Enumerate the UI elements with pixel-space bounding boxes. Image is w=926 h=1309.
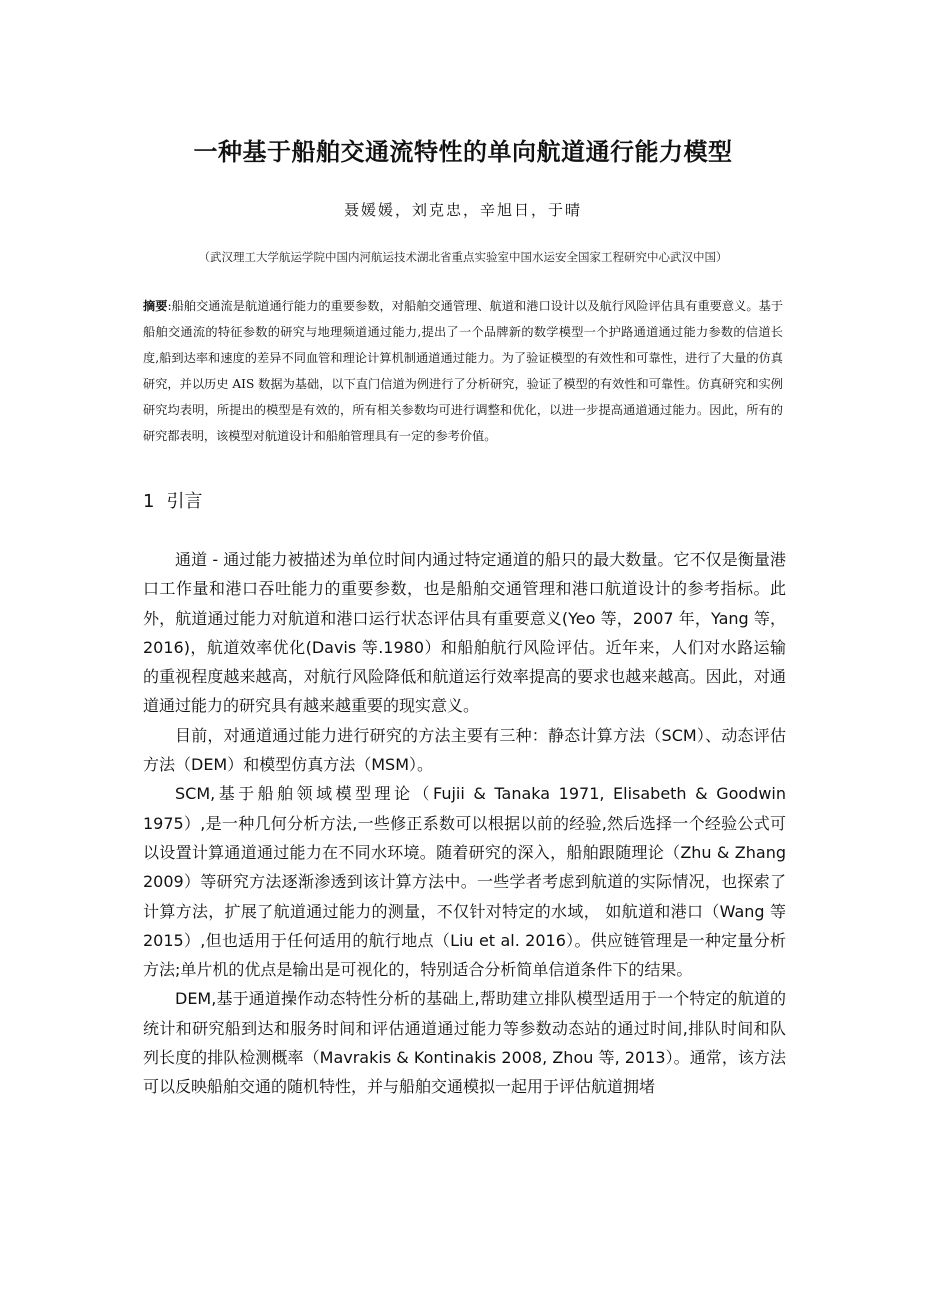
paragraph: 通道 - 通过能力被描述为单位时间内通过特定通道的船只的最大数量。它不仅是衡量港口工作量和港口吞吐能力的重要参数，也是船舶交通管理和港口航道设计的参考指标。此外，航道通过能力对航道和港口运行状态评估具有重要意义(Yeo 等，2007 年，Yang 等， 2016)，航道效率优化(Davis 等.1980）和船舶航行风险评估。近年来，人们对水路运输的重视程度越来越高，对航行风险降低和航道运行效率提高的要求也越来越高。因此，对通道通过能力的研究具有越来越重要的现实意义。 — [143, 550, 786, 716]
section-title: 引言 — [166, 491, 203, 512]
body-text — [143, 545, 786, 1102]
section-number: 1 — [143, 491, 155, 512]
paragraph: SCM,基于船舶领域模型理论（Fujii & Tanaka 1971, Elisabeth & Goodwin 1975）,是一种几何分析方法,一些修正系数可以根据以前的经验,然后选择一个经验公式可以设置计算通道通过能力在不同水环境。随着研究的深入，船舶跟随理论（Zhu & Zhang 2009）等研究方法逐渐渗透到该计算方法中。一些学者考虑到航道的实际情况，也探索了计算方法，扩展了航道通过能力的测量，不仅针对特定的水域， 如航道和港口（Wang 等 2015）,但也适用于任何适用的航行地点（Liu et al. 2016）。供应链管理是一种定量分析方法;单片机的优点是输出是可视化的，特别适合分析简单信道条件下的结果。 — [143, 784, 786, 980]
paragraph: DEM,基于通道操作动态特性分析的基础上,帮助建立排队模型适用于一个特定的航道的统计和研究船到达和服务时间和评估通道通过能力等参数动态站的通过时间,排队时间和队列长度的排队检测概率（Mavrakis & Kontinakis 2008, Zhou 等, 2013）。通常，该方法可以反映船舶交通的随机特性，并与船舶交通模拟一起用于评估航道拥堵 — [143, 989, 786, 1097]
section-heading — [143, 487, 202, 513]
affiliation: （武汉理工大学航运学院中国内河航运技术湖北省重点实验室中国水运安全国家工程研究中心武汉中国） — [198, 250, 728, 264]
abstract — [143, 293, 783, 449]
paragraph: 目前，对通道通过能力进行研究的方法主要有三种：静态计算方法（SCM）、动态评估方法（DEM）和模型仿真方法（MSM）。 — [143, 725, 786, 775]
abstract-text: :船舶交通流是航道通行能力的重要参数，对船舶交通管理、航道和港口设计以及航行风险评估具有重要意义。基于船舶交通流的特征参数的研究与地理频道通过能力,提出了一个品牌新的数学模型一个护路通道通过能力参数的信道长度,船到达率和速度的差异不同血管和理论计算机制通道通过能力。为了验证模型的有效性和可靠性，进行了大量的仿真研究，并以历史 AIS 数据为基础，以下直门信道为例进行了分析研究，验证了模型的有效性和可靠性。仿真研究和实例研究均表明，所提出的模型是有效的，所有相关参数均可进行调整和优化，以进一步提高通道通过能力。因此，所有的研究都表明，该模型对航道设计和船舶管理具有一定的参考价值。 — [143, 299, 784, 443]
abstract-label: 摘要 — [143, 299, 168, 313]
paper-title: 一种基于船舶交通流特性的单向航道通行能力模型 — [193, 138, 733, 166]
author-list: 聂媛媛，刘克忠，辛旭日，于晴 — [343, 201, 582, 219]
